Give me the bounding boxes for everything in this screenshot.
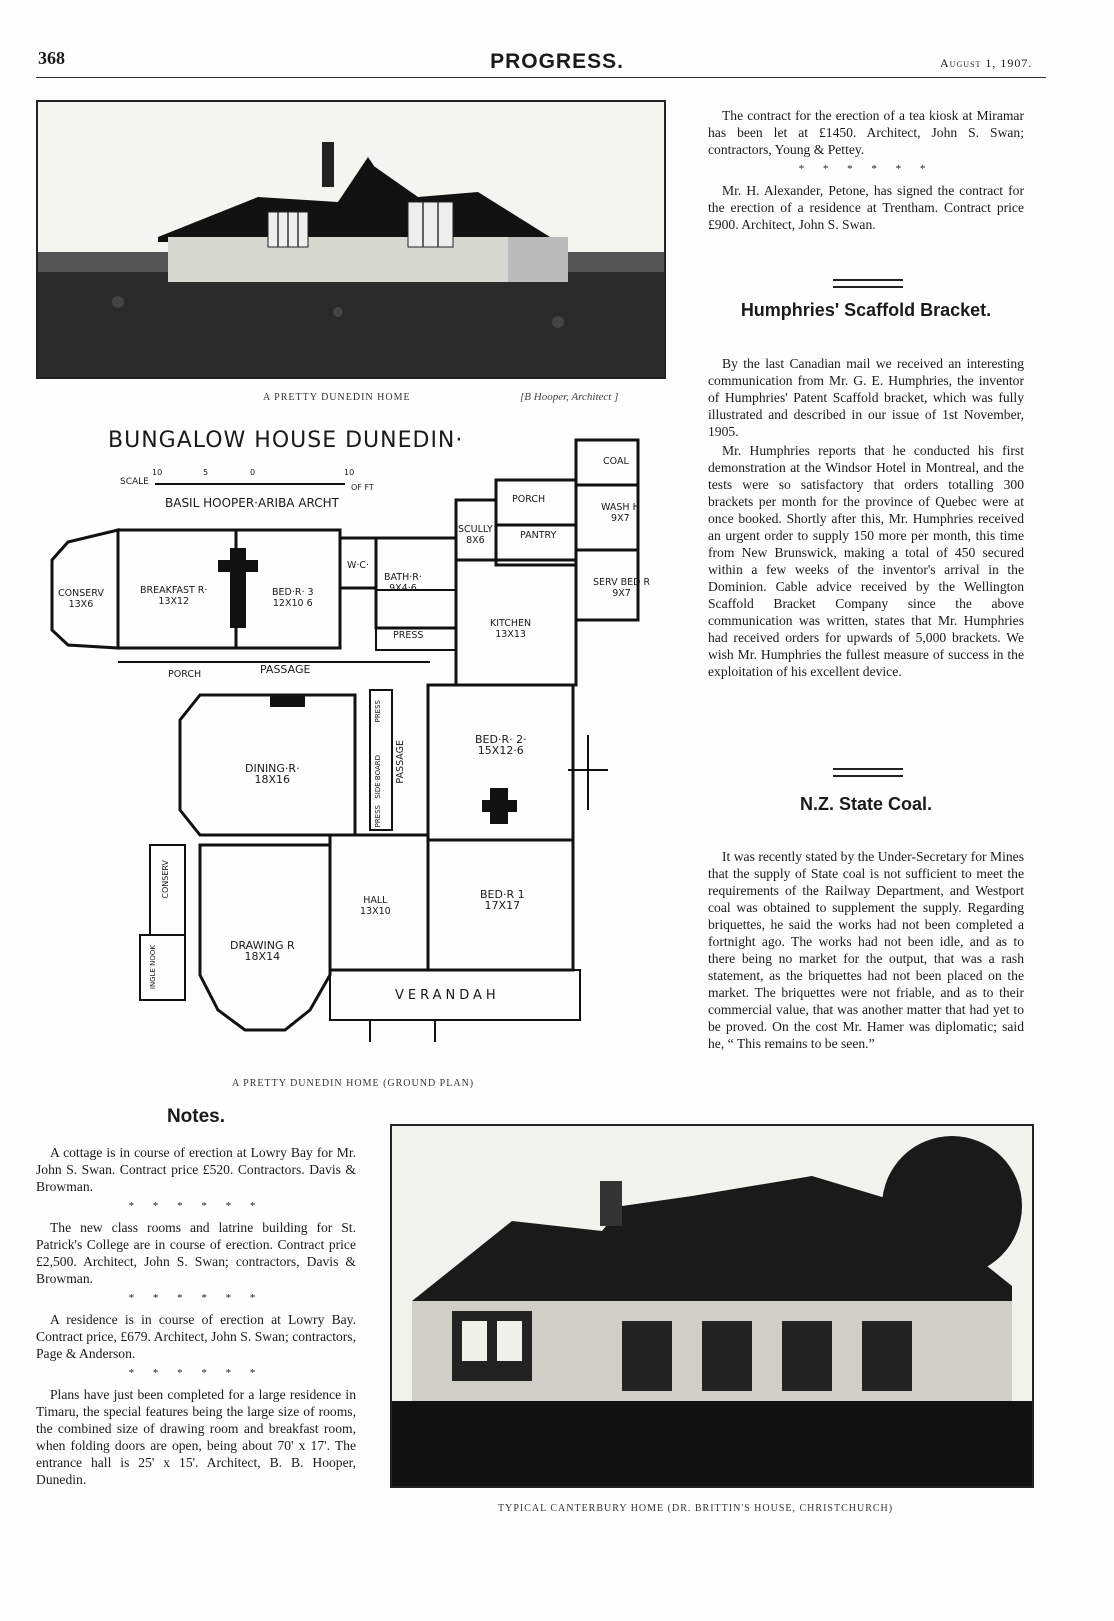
plan-architect: BASIL HOOPER·ARIBA ARCHT <box>165 496 340 510</box>
right-column <box>708 107 1024 235</box>
room-label-breakfast: BREAKFAST R· 13X12 <box>140 585 208 607</box>
coal-article <box>708 848 1024 1054</box>
top-house-photo <box>36 100 666 379</box>
note-item: A residence is in course of erection at Lowry Bay. Contract price, £679. Architect, John S. Swan; contractors, Page & Anderson. <box>36 1312 356 1361</box>
separator-stars: * * * * * * <box>798 163 934 175</box>
note-item: Plans have just been completed for a large residence in Timaru, the special features being the large size of rooms, the combined size of drawing room and breakfast room, when folding doors are open, being about 70' x 17'. The entrance hall is 25' x 15'. Architect, B. B. Hooper, Dunedin. <box>36 1387 356 1487</box>
room-label-drawing: DRAWING R 18X14 <box>230 939 295 963</box>
top-photo-credit: [B Hooper, Architect ] <box>520 391 619 403</box>
room-label-porch-back: PORCH <box>512 494 546 505</box>
bottom-house-photo <box>390 1124 1034 1488</box>
separator-stars: * * * * * * <box>128 1292 264 1304</box>
notes-column <box>36 1144 356 1490</box>
room-label-scully: SCULLY 8X6 <box>458 524 493 546</box>
room-label-wc: W·C· <box>347 560 370 571</box>
room-label-pantry: PANTRY <box>520 530 557 541</box>
room-label-press: PRESS <box>393 630 424 641</box>
plan-scale-tick: 5 <box>203 468 209 477</box>
room-label-conservatory: CONSERV 13X6 <box>58 588 104 610</box>
page-number: 368 <box>38 48 65 68</box>
plan-scale-unit: OF FT <box>351 483 374 492</box>
note-item: The new class rooms and latrine building for St. Patrick's College are in course of erection. Contract price £2,500. Architect, John S. Swan; contractors, Davis & Browman. <box>36 1220 356 1286</box>
room-label-passage: PASSAGE <box>260 663 311 676</box>
bungalow-photo-illustration <box>38 102 664 377</box>
room-label-press-upper: PRESS <box>374 700 382 723</box>
floor-plan-drawing <box>40 430 640 1070</box>
room-label-coal: COAL <box>603 456 629 467</box>
coal-heading: N.Z. State Coal. <box>799 794 933 814</box>
plan-scale-label: SCALE <box>120 477 149 487</box>
section-rule <box>833 768 903 777</box>
plan-caption: A PRETTY DUNEDIN HOME (GROUND PLAN) <box>232 1078 475 1089</box>
scaffold-article <box>708 355 1024 682</box>
plan-scale-tick: 0 <box>250 468 256 477</box>
room-label-sideboard: SIDE·BOARD <box>374 755 382 799</box>
separator-stars: * * * * * * <box>128 1367 264 1379</box>
coal-paragraph: It was recently stated by the Under-Secretary for Mines that the supply of State coal is not sufficient to meet the requirements of the Railway Department, and Westport coal was obtained to supplement the supply. Regarding briquettes, he said the works had not been completed a fortnight ago. The works had not been idle, and as to there being no market for the output, that was a rash statement, as the briquettes had not been placed on the market. The briquettes were not friable, and as to their commercial value, that was another matter that had yet to be proved. On the cost Mr. Hamer was diplomatic; said he, “ This remains to be seen.” <box>708 849 1024 1051</box>
room-label-hall: HALL 13X10 <box>360 895 391 917</box>
plan-title: BUNGALOW HOUSE DUNEDIN· <box>108 428 464 453</box>
room-label-passage-vertical: PASSAGE <box>395 740 406 784</box>
top-photo-caption: A PRETTY DUNEDIN HOME <box>263 392 411 403</box>
room-label-press-lower: PRESS <box>374 805 382 828</box>
room-label-dining: DINING·R· 18X16 <box>245 762 300 786</box>
room-label-serv-bed: SERV BED R 9X7 <box>593 577 651 599</box>
scaffold-heading: Humphries' Scaffold Bracket. <box>740 300 992 320</box>
room-label-bed3: BED·R· 3 12X10 6 <box>272 587 314 609</box>
plan-scale-tick: 10 <box>152 468 163 477</box>
plan-scale-tick: 10 <box>344 468 355 477</box>
room-label-porch-side: PORCH <box>168 669 202 680</box>
bottom-photo-caption: TYPICAL CANTERBURY HOME (DR. BRITTIN'S HOUSE, CHRISTCHURCH) <box>498 1503 894 1514</box>
room-label-kitchen: KITCHEN 13X13 <box>490 618 532 640</box>
room-label-verandah: VERANDAH <box>395 988 500 1003</box>
kiosk-paragraph: The contract for the erection of a tea kiosk at Miramar has been let at £1450. Architect, John S. Swan; contractors, Young & Pettey. <box>708 108 1024 157</box>
separator-stars: * * * * * * <box>128 1200 264 1212</box>
room-label-bath: BATH·R· 9X4·6 <box>384 572 422 594</box>
scaffold-paragraph: Mr. Humphries reports that he conducted his first demonstration at the Windsor Hotel in Montreal, and the tests were so satisfactory that orders totalling 300 brackets per month for the province of Quebec were at once booked. Shortly after this, Mr. Humphries received an urgent order to supply 150 more per month, this time from New Brunswick, making a total of 450 secured within a few weeks of the inventor's arrival in the Dominion. Cable advice received by the Wellington Scaffold Bracket Company since the above communication was written, states that Mr. Humphries had received orders for upwards of 5,000 brackets. We wish Mr. Humphries the fullest measure of success in the exploitation of his excellent device. <box>708 443 1024 679</box>
room-label-conservatory-side: CONSERV <box>161 860 170 899</box>
room-label-wash: WASH H 9X7 <box>601 502 640 524</box>
room-label-bed2: BED·R· 2· 15X12·6 <box>475 733 527 757</box>
alexander-paragraph: Mr. H. Alexander, Petone, has signed the contract for the erection of a residence at Trentham. Contract price £900. Architect, John S. Swan. <box>708 183 1024 232</box>
issue-date: August 1, 1907. <box>940 56 1033 70</box>
canterbury-photo-illustration <box>392 1126 1032 1486</box>
note-item: A cottage is in course of erection at Lowry Bay for Mr. John S. Swan. Contract price £520. Contractors. Davis & Browman. <box>36 1145 356 1194</box>
publication-title: PROGRESS. <box>490 50 624 73</box>
room-label-ingle-nook: INGLE NOOK <box>149 945 157 990</box>
header-rule <box>36 77 1046 78</box>
notes-heading: Notes. <box>166 1106 226 1127</box>
scaffold-paragraph: By the last Canadian mail we received an interesting communication from Mr. G. E. Humphries, the inventor of Humphries' Patent Scaffold bracket, which was fully illustrated and described in our issue of 1st November, 1905. <box>708 356 1024 439</box>
section-rule <box>833 279 903 288</box>
room-label-bed1: BED·R 1 17X17 <box>480 888 525 912</box>
